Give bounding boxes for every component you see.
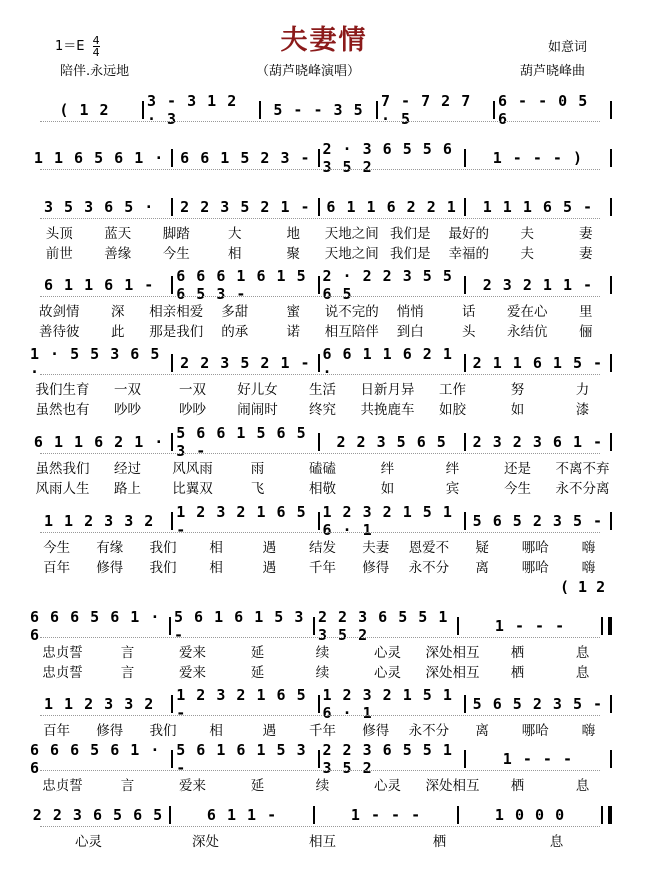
measure: 1 - - -: [494, 617, 566, 635]
lyric-word: 闹闹时: [237, 402, 278, 418]
lyric-word: 虽然也有: [35, 402, 90, 418]
lyric-word: 夫: [520, 226, 534, 242]
measure: 6 1 1 6 2 2 1: [326, 198, 457, 216]
lyric-line: [30, 556, 615, 574]
lyric-word: 路上: [114, 481, 141, 497]
pickup-notes: ( 1 2: [560, 578, 606, 596]
lyric-word: 心灵: [75, 834, 102, 850]
lyric-word: 蜜: [286, 304, 300, 320]
lyric-word: 息: [575, 645, 590, 661]
lyric-word: 聚: [286, 246, 300, 262]
lyric-word: 深: [111, 304, 125, 320]
lyric-word: 爱来: [179, 645, 206, 661]
barline: [318, 198, 320, 216]
measure: 5 6 1 6 1 5 3 -: [174, 608, 305, 644]
lyric-word: 妻: [579, 246, 593, 262]
barline: [171, 149, 173, 167]
lyric-word: 此: [111, 324, 125, 340]
lyric-word: 遇: [262, 540, 277, 556]
lyric-line: [30, 457, 615, 475]
lyric-word: 吵吵: [179, 402, 206, 418]
barline: [464, 750, 466, 768]
measure: 2 1 1 6 1 5 -: [472, 354, 604, 372]
lyric-word: 今生: [504, 481, 531, 497]
lyric-word: 今生: [162, 246, 190, 262]
beam-line: [40, 453, 600, 454]
barline: [610, 198, 612, 216]
measure: 1 - - -: [350, 806, 422, 824]
barline: [318, 695, 320, 713]
lyric-word: 相: [209, 560, 223, 576]
barline: [464, 354, 466, 372]
barline: [171, 512, 173, 530]
beam-line: [40, 715, 600, 716]
lyric-word: 终究: [309, 402, 336, 418]
lyric-word: 千年: [309, 560, 337, 576]
lyric-word: 话: [462, 304, 476, 320]
measure: 6 6 6 5 6 1 · 6: [30, 608, 161, 644]
lyric-word: 疑: [475, 540, 489, 556]
lyric-word: 经过: [114, 461, 141, 477]
lyric-word: 相: [209, 723, 223, 739]
lyric-word: 修得: [362, 560, 390, 576]
lyric-word: 哪哈: [521, 723, 549, 739]
lyric-line: [30, 477, 615, 495]
measure: 2 · 3 6 5 5 6 3 5 2: [322, 140, 453, 176]
measure: 1 2 3 2 1 6 5 -: [176, 503, 307, 539]
notation-row: [30, 424, 615, 460]
lyric-line: [30, 830, 615, 848]
barline: [464, 276, 466, 294]
lyric-word: 修得: [362, 723, 390, 739]
barline: [171, 695, 173, 713]
measure: 1 1 2 3 3 2: [43, 695, 155, 713]
measure: 6 - - 0 5 6: [498, 92, 589, 128]
notation-row: [30, 92, 615, 128]
notation-row: [30, 741, 615, 777]
lyricist: 如意词: [548, 40, 588, 55]
lyric-word: 息: [575, 665, 590, 681]
lyric-word: 多甜: [221, 304, 249, 320]
lyric-word: 如胶: [439, 402, 466, 418]
lyric-word: 力: [575, 382, 590, 398]
beam-line: [40, 770, 600, 771]
lyric-word: 心灵: [374, 778, 401, 794]
lyric-line: [30, 242, 615, 260]
lyric-word: 一双: [179, 382, 206, 398]
lyric-line: [30, 222, 615, 240]
lyric-word: 栖: [510, 665, 525, 681]
measure: 1 0 0 0: [494, 806, 566, 824]
lyric-word: 忠贞誓: [42, 645, 83, 661]
lyric-word: 我们生育: [35, 382, 90, 398]
measure: 5 6 1 6 1 5 3 -: [176, 741, 307, 777]
lyric-line: [30, 320, 615, 338]
measure: 2 2 3 5 2 1 -: [180, 354, 311, 372]
lyric-word: 深处: [192, 834, 219, 850]
barline: [464, 433, 466, 451]
measure: ( 1 2: [59, 101, 110, 119]
lyric-word: 天地之间: [324, 246, 379, 262]
lyric-word: 息: [549, 834, 564, 850]
lyric-line: [30, 719, 615, 737]
measure: 2 2 3 5 2 1 -: [180, 198, 311, 216]
beam-line: [40, 121, 600, 122]
measure: 2 2 3 6 5 5 1 3 5 2: [318, 608, 449, 644]
time-sig-bottom: 4: [92, 46, 100, 59]
lyric-word: 忠贞誓: [42, 778, 83, 794]
barline: [601, 617, 612, 635]
lyric-word: 善缘: [104, 246, 132, 262]
lyric-word: 爱来: [179, 778, 206, 794]
lyric-word: 头: [462, 324, 476, 340]
barline: [171, 750, 173, 768]
barline: [171, 433, 173, 451]
lyric-word: 爱来: [179, 665, 206, 681]
barline: [142, 101, 144, 119]
barline: [464, 149, 466, 167]
lyric-word: 相: [228, 246, 242, 262]
lyric-word: 如: [380, 481, 395, 497]
measure: 1 - - - ): [492, 149, 584, 167]
lyric-word: 哪哈: [521, 560, 549, 576]
lyric-word: 相互陪伴: [324, 324, 379, 340]
measure: 1 2 3 2 1 5 1 6 · 1: [322, 503, 453, 539]
lyric-word: 延: [250, 665, 265, 681]
lyric-word: 深处相互: [425, 778, 480, 794]
lyric-word: 诺: [286, 324, 300, 340]
measure: 6 6 1 5 2 3 -: [180, 149, 311, 167]
barline: [318, 149, 320, 167]
lyric-word: 蓝天: [104, 226, 132, 242]
lyric-line: [30, 398, 615, 416]
barline: [376, 101, 378, 119]
lyric-word: 遇: [262, 560, 277, 576]
barline: [464, 512, 466, 530]
lyric-word: 头顶: [45, 226, 73, 242]
lyric-word: 雨: [250, 461, 265, 477]
lyric-word: 栖: [510, 645, 525, 661]
measure: 1 2 3 2 1 5 1 6 · 1: [322, 686, 453, 722]
lyric-word: 嗨: [581, 560, 596, 576]
lyric-word: 风雨人生: [35, 481, 90, 497]
lyric-word: 相亲相爱: [149, 304, 204, 320]
barline: [169, 617, 171, 635]
lyric-word: 前世: [45, 246, 73, 262]
lyric-word: 延: [250, 645, 265, 661]
lyric-word: 爱在心: [507, 304, 548, 320]
barline: [318, 433, 320, 451]
lyric-word: 百年: [43, 723, 71, 739]
lyric-word: 工作: [439, 382, 466, 398]
barline: [493, 101, 495, 119]
barline: [464, 695, 466, 713]
beam-line: [40, 532, 600, 533]
measure: 2 3 2 1 1 -: [482, 276, 594, 294]
lyric-word: 善待彼: [39, 324, 80, 340]
lyric-word: 遇: [262, 723, 277, 739]
lyric-word: 夫妻: [362, 540, 390, 556]
lyric-word: 嗨: [581, 540, 596, 556]
lyric-word: 栖: [510, 778, 525, 794]
lyric-word: 言: [120, 778, 135, 794]
lyric-word: 生活: [309, 382, 336, 398]
notation-row: [30, 686, 615, 722]
lyric-word: 好儿女: [237, 382, 278, 398]
lyric-word: 俪: [579, 324, 593, 340]
measure: 2 3 2 3 6 1 -: [472, 433, 604, 451]
lyric-word: 修得: [96, 723, 124, 739]
measure: 2 2 3 6 5 6 5: [32, 806, 164, 824]
lyric-word: 吵吵: [114, 402, 141, 418]
lyric-word: 延: [250, 778, 265, 794]
notation-row: [30, 805, 615, 825]
barline: [169, 806, 171, 824]
lyric-word: 千年: [309, 723, 337, 739]
lyric-word: 那是我们: [149, 324, 204, 340]
measure: 5 6 6 1 5 6 5 3 -: [176, 424, 307, 460]
notation-row: [30, 140, 615, 176]
lyric-word: 幸福的: [448, 246, 489, 262]
notation-row: [30, 267, 615, 303]
lyric-word: 虽然我们: [35, 461, 90, 477]
lyric-word: 夫: [520, 246, 534, 262]
lyric-word: 我们: [149, 560, 177, 576]
measure: 1 - - -: [502, 750, 573, 768]
barline: [318, 354, 320, 372]
lyric-line: [30, 774, 615, 792]
measure: 6 6 6 1 6 1 5 6 5 3 -: [176, 267, 307, 303]
measure: 5 6 5 2 3 5 -: [472, 695, 604, 713]
lyric-word: 漆: [575, 402, 590, 418]
lyric-word: 永不分: [408, 723, 450, 739]
lyric-word: 永不分离: [555, 481, 610, 497]
barline: [610, 433, 612, 451]
barline: [457, 806, 459, 824]
lyric-word: 永结伉: [507, 324, 548, 340]
barline: [313, 617, 315, 635]
lyric-word: 有缘: [96, 540, 124, 556]
lyric-word: 绊: [380, 461, 395, 477]
barline: [171, 354, 173, 372]
lyric-word: 不离不弃: [555, 461, 610, 477]
lyric-word: 心灵: [374, 645, 401, 661]
lyric-word: 地: [286, 226, 300, 242]
beam-line: [40, 169, 600, 170]
measure: 5 6 5 2 3 5 -: [472, 512, 604, 530]
lyric-word: 深处相互: [425, 645, 480, 661]
lyric-word: 我们是: [390, 246, 431, 262]
barline: [457, 617, 459, 635]
barline: [610, 354, 612, 372]
measure: 2 2 3 6 5 5 1 3 5 2: [322, 741, 453, 777]
measure: 1 1 1 6 5 -: [482, 198, 594, 216]
lyric-word: 相互: [309, 834, 336, 850]
lyric-word: 息: [575, 778, 590, 794]
measure: 2 2 3 5 6 5: [336, 433, 447, 451]
lyric-word: 言: [120, 645, 135, 661]
barline: [171, 276, 173, 294]
notation-row: [30, 345, 615, 381]
lyric-word: 共挽鹿车: [360, 402, 415, 418]
lyric-word: 百年: [43, 560, 71, 576]
lyric-line: [30, 378, 615, 396]
barline: [464, 198, 466, 216]
lyric-line: [30, 300, 615, 318]
lyric-word: 宾: [445, 481, 460, 497]
lyric-word: 最好的: [448, 226, 489, 242]
lyric-word: 哪哈: [521, 540, 549, 556]
barline: [313, 806, 315, 824]
lyric-word: 续: [315, 778, 330, 794]
beam-line: [40, 296, 600, 297]
lyric-word: 到白: [396, 324, 424, 340]
measure: 6 6 1 1 6 2 1 ·: [322, 345, 453, 381]
lyric-word: 续: [315, 645, 330, 661]
measure: 1 1 2 3 3 2: [43, 512, 155, 530]
accompaniment-note: 陪伴.永远地: [60, 64, 130, 79]
measure: 7 - 7 2 7 · 5: [381, 92, 472, 128]
barline: [610, 276, 612, 294]
measure: 5 - - 3 5: [273, 101, 364, 119]
lyric-word: 栖: [432, 834, 447, 850]
lyric-word: 修得: [96, 560, 124, 576]
lyric-word: 如: [510, 402, 525, 418]
song-title: 夫妻情: [280, 25, 368, 56]
barline: [259, 101, 261, 119]
lyric-word: 说不完的: [324, 304, 379, 320]
beam-line: [40, 637, 600, 638]
measure: 1 1 6 5 6 1 ·: [33, 149, 165, 167]
barline: [610, 149, 612, 167]
lyric-word: 大: [228, 226, 242, 242]
measure: 6 6 6 5 6 1 · 6: [30, 741, 161, 777]
barline: [318, 750, 320, 768]
notation-row: [30, 197, 615, 217]
lyric-word: 绊: [445, 461, 460, 477]
barline: [318, 276, 320, 294]
lyric-word: 言: [120, 665, 135, 681]
lyric-word: 我们: [149, 540, 177, 556]
composer: 葫芦晓峰曲: [520, 64, 586, 79]
measure: 1 · 5 5 3 6 5 ·: [30, 345, 161, 381]
lyric-word: 的承: [221, 324, 249, 340]
lyric-word: 嗨: [581, 723, 596, 739]
measure: 6 1 1 6 1 -: [43, 276, 155, 294]
notation-row: [30, 503, 615, 539]
barline: [610, 695, 612, 713]
lyric-line: [30, 536, 615, 554]
lyric-word: 我们: [149, 723, 177, 739]
beam-line: [40, 826, 600, 827]
lyric-word: 恩爱不: [408, 540, 450, 556]
lyric-word: 相敬: [309, 481, 336, 497]
performer: （葫芦晓峰演唱）: [256, 64, 361, 79]
lyric-word: 结发: [309, 540, 337, 556]
lyric-word: 深处相互: [425, 665, 480, 681]
lyric-word: 忠贞誓: [42, 665, 83, 681]
measure: 3 5 3 6 5 ·: [43, 198, 155, 216]
lyric-word: 比翼双: [172, 481, 213, 497]
beam-line: [40, 374, 600, 375]
key-signature: [55, 35, 100, 58]
lyric-line: [30, 641, 615, 659]
barline: [601, 806, 612, 824]
lyric-word: 故剑情: [39, 304, 80, 320]
measure: 6 1 1 6 2 1 ·: [33, 433, 165, 451]
notation-row: [30, 608, 615, 644]
lyric-word: 续: [315, 665, 330, 681]
lyric-word: 今生: [43, 540, 71, 556]
measure: 6 1 1 -: [206, 806, 278, 824]
lyric-word: 还是: [504, 461, 531, 477]
key-text: 1＝E: [55, 39, 85, 54]
beam-line: [40, 218, 600, 219]
lyric-word: 悄悄: [396, 304, 424, 320]
lyric-word: 我们是: [390, 226, 431, 242]
lyric-word: 离: [475, 560, 489, 576]
lyric-word: 日新月异: [360, 382, 415, 398]
barline: [610, 750, 612, 768]
lyric-word: 风风雨: [172, 461, 213, 477]
measure: 1 2 3 2 1 6 5 -: [176, 686, 307, 722]
measure: 2 · 2 2 3 5 5 6 5: [322, 267, 453, 303]
time-sig-top: 4: [92, 34, 100, 47]
lyric-word: 脚踏: [162, 226, 190, 242]
lyric-word: 里: [579, 304, 593, 320]
time-signature: [93, 35, 100, 58]
lyric-word: 永不分: [408, 560, 450, 576]
barline: [318, 512, 320, 530]
lyric-word: 努: [510, 382, 525, 398]
lyric-word: 离: [475, 723, 489, 739]
lyric-word: 天地之间: [324, 226, 379, 242]
lyric-line: [30, 661, 615, 679]
lyric-word: 飞: [250, 481, 265, 497]
lyric-word: 磕磕: [309, 461, 336, 477]
lyric-word: 心灵: [374, 665, 401, 681]
barline: [610, 101, 612, 119]
measure: 3 - 3 1 2 · 3: [147, 92, 238, 128]
barline: [610, 512, 612, 530]
lyric-word: 相: [209, 540, 223, 556]
lyric-word: 一双: [114, 382, 141, 398]
lyric-word: 妻: [579, 226, 593, 242]
barline: [171, 198, 173, 216]
